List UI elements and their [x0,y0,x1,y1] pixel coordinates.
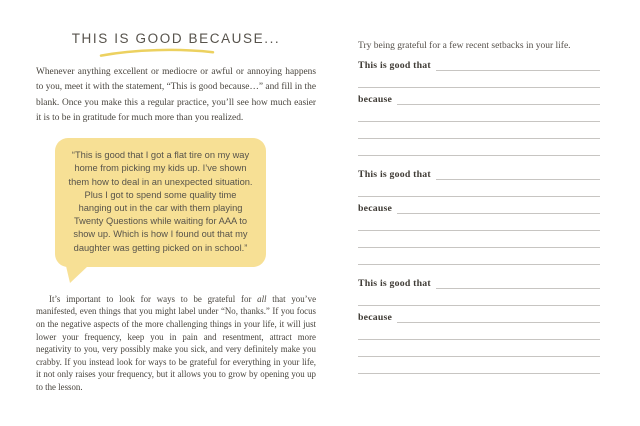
closing-paragraph-italic-word: all [257,293,267,304]
underline-swoosh-icon [98,47,216,58]
blank-write-row [358,231,600,248]
statement-label: This is good that [358,278,431,289]
quote-bubble-text: “This is good that I got a flat tire on my way home from picking my kids up. I’ve shown them how to deal in an unexpected situation. Plus I got to spend some quality time hanging out in the car with them playing Twenty Questions while waiting for AAA to show up. Which is how I found out that my daughter was getting picked on in school.” [55,138,266,267]
blank-write-line [358,305,600,306]
statement-row [358,163,600,180]
reason-label: because [358,312,393,323]
blank-write-line [358,138,600,139]
closing-paragraph-start: It’s important to look for ways to be grateful for [49,293,258,304]
statement-row [358,54,600,71]
blank-write-row [358,71,600,88]
blank-write-line [358,196,600,197]
blank-write-line [358,155,600,156]
blank-write-row [358,122,600,139]
blank-write-row [358,357,600,374]
reason-write-line [397,213,600,214]
reason-row [358,197,600,214]
statement-write-line [436,288,600,289]
blank-write-row [358,340,600,357]
blank-write-line [358,247,600,248]
blank-write-row [358,214,600,231]
left-page [36,0,316,426]
closing-paragraph [36,293,316,394]
reason-write-line [397,104,600,105]
journal-entry-sections [358,54,600,374]
reason-label: because [358,94,393,105]
blank-write-line [358,339,600,340]
blank-write-row [358,180,600,197]
speech-bubble-tail [64,266,90,284]
journal-entry-section [358,272,600,374]
journal-entry-section [358,163,600,265]
statement-label: This is good that [358,60,431,71]
blank-write-line [358,373,600,374]
page-title: THIS IS GOOD BECAUSE... [71,31,281,46]
statement-write-line [436,70,600,71]
blank-write-row [358,248,600,265]
statement-label: This is good that [358,169,431,180]
blank-write-row [358,105,600,122]
reason-write-line [397,322,600,323]
blank-write-line [358,230,600,231]
reason-label: because [358,203,393,214]
blank-write-line [358,356,600,357]
blank-write-line [358,264,600,265]
reason-row [358,306,600,323]
journal-entry-section [358,54,600,156]
blank-write-row [358,139,600,156]
blank-write-row [358,323,600,340]
journal-prompt: Try being grateful for a few recent setbacks in your life. [358,41,571,51]
right-page [358,0,600,426]
blank-write-line [358,87,600,88]
blank-write-line [358,121,600,122]
statement-row [358,272,600,289]
blank-write-row [358,289,600,306]
quote-bubble [55,138,266,267]
intro-paragraph: Whenever anything excellent or mediocre or awful or annoying happens to you, meet it with the statement, “This is good because…” and fill in the blank. Once you make this a regular practice, you’ll see how much easier it is to be in gratitude for much more than you realized. [36,67,316,123]
statement-write-line [436,179,600,180]
reason-row [358,88,600,105]
closing-paragraph-end: that you’ve manifested, even things that you might label under “No, thanks.” If you focus on the negative aspects of the more challenging things in your life, it will just lower your frequency, keep you in pain and resentment, attract more negativity to you, very possibly make you sick, and very definitely make you crabby. If you instead look for ways to be grateful for everything in your life, it not only raises your frequency, but it allows you to grow by opening you up to the lesson. [36,293,316,392]
